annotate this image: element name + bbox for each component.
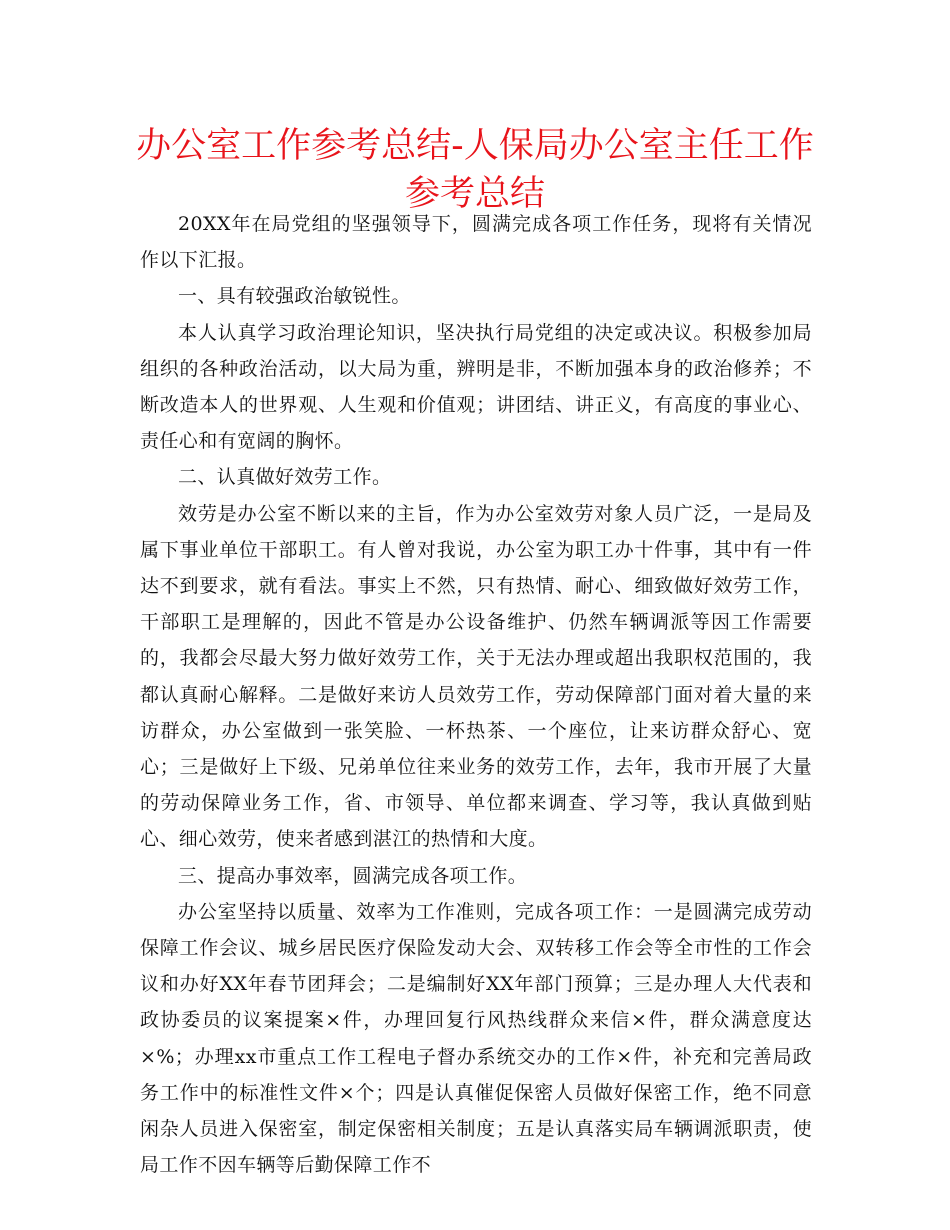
document-title: 办公室工作参考总结-人保局办公室主任工作参考总结 bbox=[136, 126, 814, 214]
paragraph-service: 效劳是办公室不断以来的主旨，作为办公室效劳对象人员广泛，一是局及属下事业单位干部职工。有人曾对我说，办公室为职工办十件事，其中有一件达不到要求，就有看法。事实上不然，只有热情、耐心、细致做好效劳工作，干部职工是理解的，因此不管是办公设备维护、仍然车辆调派等因工作需要的，我都会尽最大努力做好效劳工作，关于无法办理或超出我职权范围的，我都认真耐心解释。二是做好来访人员效劳工作，劳动保障部门面对着大量的来访群众，办公室做到一张笑脸、一杯热茶、一个座位，让来访群众舒心、宽心；三是做好上下级、兄弟单位往来业务的效劳工作，去年，我市开展了大量的劳动保障业务工作，省、市领导、单位都来调查、学习等，我认真做到贴心、细心效劳，使来者感到湛江的热情和大度。 bbox=[140, 502, 812, 851]
document-body bbox=[140, 206, 812, 1183]
paragraph-political: 本人认真学习政治理论知识，坚决执行局党组的决定或决议。积极参加局组织的各种政治活动，以大局为重，辨明是非，不断加强本身的政治修养；不断改造本人的世界观、人生观和价值观；讲团结、讲正义，有高度的事业心、责任心和有宽阔的胸怀。 bbox=[140, 321, 812, 453]
paragraph-efficiency: 办公室坚持以质量、效率为工作准则，完成各项工作：一是圆满完成劳动保障工作会议、城乡居民医疗保险发动大会、双转移工作会等全市性的工作会议和办好XX年春节团拜会；二是编制好XX年部门预算；三是办理人大代表和政协委员的议案提案×件，办理回复行风热线群众来信×件，群众满意度达×%；办理xx市重点工作工程电子督办系统交办的工作×件，补充和完善局政务工作中的标准性文件×个；四是认真催促保密人员做好保密工作，绝不同意闲杂人员进入保密室，制定保密相关制度；五是认真落实局车辆调派职责，使局工作不因车辆等后勤保障工作不 bbox=[140, 900, 812, 1177]
section-heading-1: 一、具有较强政治敏锐性。 bbox=[178, 285, 411, 308]
section-heading-2: 二、认真做好效劳工作。 bbox=[178, 466, 392, 489]
paragraph-intro: 20XX年在局党组的坚强领导下，圆满完成各项工作任务，现将有关情况作以下汇报。 bbox=[140, 213, 812, 272]
section-heading-3: 三、提高办事效率，圆满完成各项工作。 bbox=[178, 864, 528, 887]
